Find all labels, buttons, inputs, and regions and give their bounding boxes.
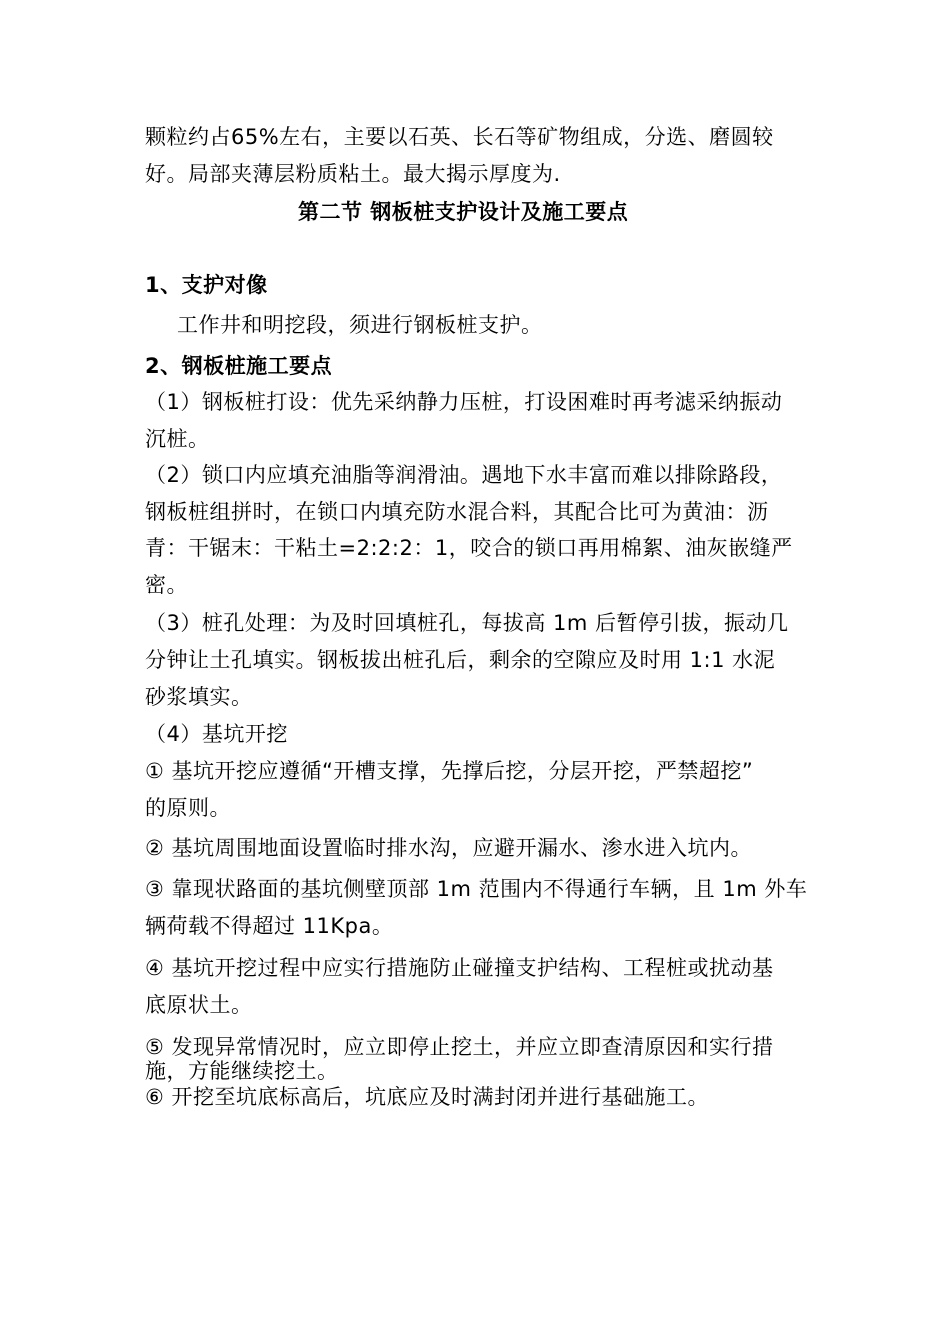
sub3-line-2: 辆荷载不得超过 11Kpa。 xyxy=(145,914,394,938)
sub1-line-1: ① 基坑开挖应遵循“开槽支撑，先撑后挖，分层开挖，严禁超挖” xyxy=(145,759,754,783)
sub2-line: ② 基坑周围地面设置临时排水沟，应避开漏水、渗水进入坑内。 xyxy=(145,836,752,860)
item1-line-1: （1）钢板桩打设：优先采纳静力压桩，打设困难时再考滤采纳振动 xyxy=(145,390,783,414)
intro-line-1: 颗粒约占65%左右，主要以石英、长石等矿物组成，分选、磨圆较 xyxy=(145,125,774,149)
part2-heading: 2、钢板桩施工要点 xyxy=(145,354,333,378)
sub1-line-2: 的原则。 xyxy=(145,796,231,820)
sub4-line-1: ④ 基坑开挖过程中应实行措施防止碰撞支护结构、工程桩或扰动基 xyxy=(145,956,774,980)
item2-line-2: 钢板桩组拼时，在锁口内填充防水混合料，其配合比可为黄油：沥 xyxy=(145,500,769,524)
item2-line-3: 青：干锯末：干粘土=2:2:2：1，咬合的锁口再用棉絮、油灰嵌缝严 xyxy=(145,536,793,560)
sub5-line-2: 施，方能继续挖土。 xyxy=(145,1059,339,1083)
item4-heading: （4）基坑开挖 xyxy=(145,722,288,746)
sub5-line-1: ⑤ 发现异常情况时，应立即停止挖土，并应立即查清原因和实行措 xyxy=(145,1035,774,1059)
intro-line-2: 好。局部夹薄层粉质粘土。最大揭示厚度为. xyxy=(145,162,561,186)
item2-line-1: （2）锁口内应填充油脂等润滑油。遇地下水丰富而难以排除路段， xyxy=(145,463,783,487)
sub4-line-2: 底原状土。 xyxy=(145,993,253,1017)
item3-line-3: 砂浆填实。 xyxy=(145,685,253,709)
item3-line-1: （3）桩孔处理：为及时回填桩孔，每拔高 1m 后暂停引拔，振动几 xyxy=(145,611,789,635)
sub6-line: ⑥ 开挖至坑底标高后，坑底应及时满封闭并进行基础施工。 xyxy=(145,1085,709,1109)
part1-heading: 1、支护对像 xyxy=(145,273,268,297)
item2-line-4: 密。 xyxy=(145,573,188,597)
item3-line-2: 分钟让土孔填实。钢板拔出桩孔后，剩余的空隙应及时用 1:1 水泥 xyxy=(145,648,776,672)
section-title: 第二节 钢板桩支护设计及施工要点 xyxy=(298,200,629,224)
sub3-line-1: ③ 靠现状路面的基坑侧壁顶部 1m 范围内不得通行车辆，且 1m 外车 xyxy=(145,877,808,901)
part1-text: 工作井和明挖段，须进行钢板桩支护。 xyxy=(177,313,543,337)
item1-line-2: 沉桩。 xyxy=(145,427,210,451)
